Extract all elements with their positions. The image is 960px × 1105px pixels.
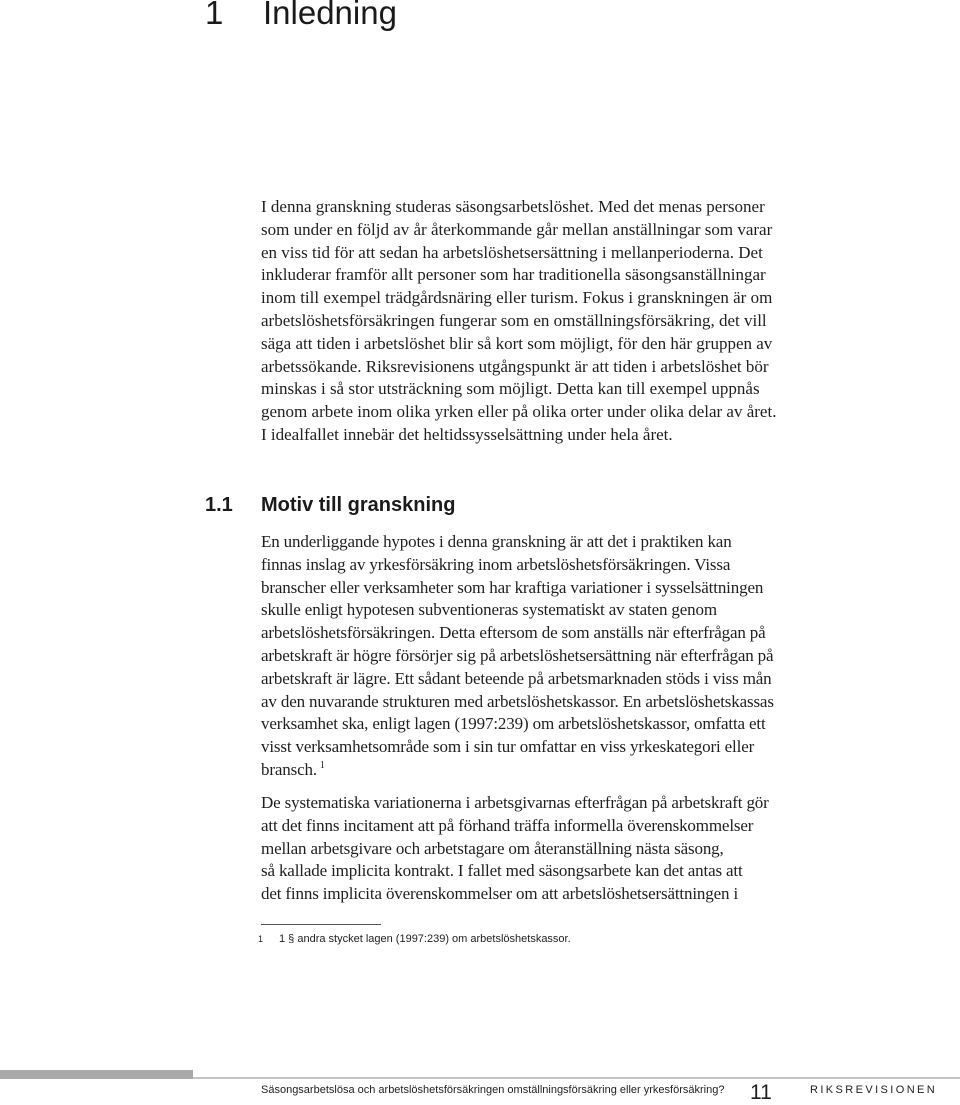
- paragraph-line: inom till exempel trädgårdsnäring eller turism. Fokus i granskningen är om: [261, 288, 773, 308]
- paragraph-line: finnas inslag av yrkesförsäkring inom arbetslöshetsförsäkringen. Vissa: [261, 554, 731, 574]
- publisher-name: RIKSREVISIONEN: [810, 1084, 938, 1096]
- paragraph-line: branscher eller verksamheter som har kraftiga variationer i sysselsättningen: [261, 577, 764, 597]
- section-number: 1.1: [205, 494, 233, 516]
- paragraph-line: minskas i så stor utsträckning som möjligt. Detta kan till exempel uppnås: [261, 379, 760, 399]
- paragraph-line: arbetskraft är högre försörjer sig på arbetslöshetsersättning när efterfrågan på: [261, 645, 774, 665]
- section-paragraph-2: [261, 792, 801, 906]
- paragraph-line: det finns implicita överenskommelser om att arbetslöshetsersättningen i: [261, 884, 739, 904]
- page-number: 11: [750, 1081, 772, 1104]
- chapter-heading: [205, 0, 397, 32]
- paragraph-line: att det finns incitament att på förhand träffa informella överenskommelser: [261, 815, 754, 835]
- paragraph-line: mellan arbetsgivare och arbetstagare om återanställning nästa säsong,: [261, 838, 724, 858]
- section-heading: [205, 494, 455, 517]
- paragraph-line: genom arbete inom olika yrken eller på olika orter under olika delar av året.: [261, 402, 777, 422]
- paragraph-line: som under en följd av år återkommande går mellan anställningar som varar: [261, 219, 773, 239]
- paragraph-line: så kallade implicita kontrakt. I fallet med säsongsarbete kan det antas att: [261, 861, 743, 881]
- paragraph-line: säga att tiden i arbetslöshet blir så kort som möjligt, för den här gruppen av: [261, 333, 773, 353]
- paragraph-line: visst verksamhetsområde som i sin tur omfattar en viss yrkeskategori eller: [261, 737, 755, 757]
- intro-paragraph: [261, 196, 801, 447]
- paragraph-line: De systematiska variationerna i arbetsgivarnas efterfrågan på arbetskraft gör: [261, 793, 769, 812]
- chapter-number: 1: [205, 0, 224, 31]
- paragraph-line: I denna granskning studeras säsongsarbetslöshet. Med det menas personer: [261, 197, 765, 216]
- footnote-divider: [261, 924, 381, 925]
- footnote: [258, 933, 571, 945]
- paragraph-line: en viss tid för att sedan ha arbetslöshetsersättning i mellanperioderna. Det: [261, 242, 763, 262]
- footnote-number: 1: [258, 934, 264, 944]
- paragraph-line: skulle enligt hypotesen subventioneras systematiskt av staten genom: [261, 600, 717, 620]
- footer-rule: [193, 1077, 960, 1079]
- paragraph-line: arbetslöshetsförsäkringen. Detta eftersom de som anställs när efterfrågan på: [261, 623, 766, 643]
- paragraph-line: arbetskraft är lägre. Ett sådant beteende på arbetsmarknaden stöds i viss mån: [261, 668, 772, 688]
- footer-accent-bar: [0, 1070, 193, 1079]
- paragraph-line: arbetssökande. Riksrevisionens utgångspunkt är att tiden i arbetslöshet bör: [261, 356, 769, 376]
- paragraph-line: arbetslöshetsförsäkringen fungerar som en omställningsförsäkring, det vill: [261, 310, 767, 330]
- chapter-title: Inledning: [263, 0, 397, 31]
- paragraph-line: I idealfallet innebär det heltidssysselsättning under hela året.: [261, 424, 673, 444]
- section-paragraph-1: [261, 531, 801, 782]
- paragraph-line: verksamhet ska, enligt lagen (1997:239) om arbetslöshetskassor, omfatta ett: [261, 714, 766, 734]
- paragraph-line: inkluderar framför allt personer som har traditionella säsongsanställningar: [261, 265, 766, 285]
- footnote-text: 1 § andra stycket lagen (1997:239) om arbetslöshetskassor.: [279, 933, 571, 945]
- footnote-reference[interactable]: 1: [319, 760, 325, 772]
- paragraph-line: En underliggande hypotes i denna granskning är att det i praktiken kan: [261, 532, 732, 551]
- paragraph-line: [261, 759, 801, 782]
- section-title: Motiv till granskning: [261, 494, 456, 516]
- running-title: Säsongsarbetslösa och arbetslöshetsförsäkringen omställningsförsäkring eller yrkesförsäkring?: [261, 1084, 725, 1096]
- last-line-text: bransch.: [261, 759, 317, 779]
- paragraph-line: av den nuvarande strukturen med arbetslöshetskassor. En arbetslöshetskassas: [261, 691, 774, 711]
